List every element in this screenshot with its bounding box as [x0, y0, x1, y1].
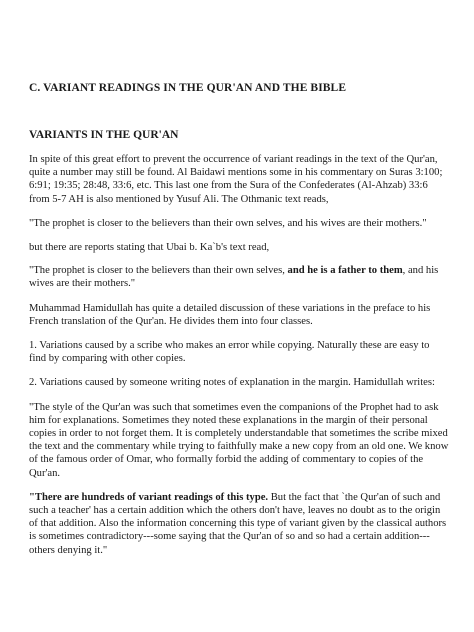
hundreds-variants-emphasis: "There are hundreds of variant readings of this type.	[29, 491, 269, 503]
variation-class-2: 2. Variations caused by someone writing notes of explanation in the margin. Hamidullah writes:	[29, 377, 435, 389]
hamidullah-quote-2-rest: But the fact that `the Qur'an of such and such a teacher' has a certain addition which the others don't have, leaves no doubt as to the origin of that addition. Also the information concerning this type of variant given by the classical authors is sometimes contradictory---some saying that the Qur'an of so and so had a certain addition---others denying it."	[29, 491, 447, 556]
hamidullah-quote-2	[29, 491, 449, 557]
ubai-quote-start: "The prophet is closer to the believers than their own selves,	[29, 265, 288, 277]
ubai-quote	[29, 264, 449, 290]
intro-paragraph: In spite of this great effort to prevent the occurrence of variant readings in the text of the Qur'an, quite a number may still be found. Al Baidawi mentions some in his commentary on Suras 3:100; 6:91; 19:35; 28:48, 33:6, etc. This last one from the Sura of the Confederates (Al-Ahzab) 33:6 from 5-7 AH is also mentioned by Yusuf Ali. The Othmanic text reads,	[29, 154, 443, 205]
variation-class-1: 1. Variations caused by a scribe who makes an error while copying. Naturally these are easy to find by comparing with other copies.	[29, 340, 430, 365]
chapter-heading: C. VARIANT READINGS IN THE QUR'AN AND THE BIBLE	[29, 82, 347, 94]
ubai-reports-paragraph: but there are reports stating that Ubai b. Ka`b's text read,	[29, 242, 270, 254]
othmanic-quote: "The prophet is closer to the believers than their own selves, and his wives are their mothers."	[29, 217, 427, 229]
hamidullah-quote-1: "The style of the Qur'an was such that sometimes even the companions of the Prophet had to ask him for explanations. Sometimes they noted these explanations in the margin of their personal copies in order to not forget them. It is completely understandable that sometimes the scribe mixed the text and the commentary while trying to faithfully make a new copy from an old one. We know of the famous order of Omar, who formally forbid the adding of commentary to copies of the Qur'an.	[29, 401, 449, 479]
document-body	[29, 81, 449, 568]
section-heading: VARIANTS IN THE QUR'AN	[29, 129, 179, 141]
ubai-quote-end: , and his wives are their mothers."	[29, 265, 439, 290]
ubai-quote-emphasis: and he is a father to them	[287, 265, 403, 277]
hamidullah-paragraph: Muhammad Hamidullah has quite a detailed discussion of these variations in the preface to his French translation of the Qur'an. He divides them into four classes.	[29, 302, 431, 327]
